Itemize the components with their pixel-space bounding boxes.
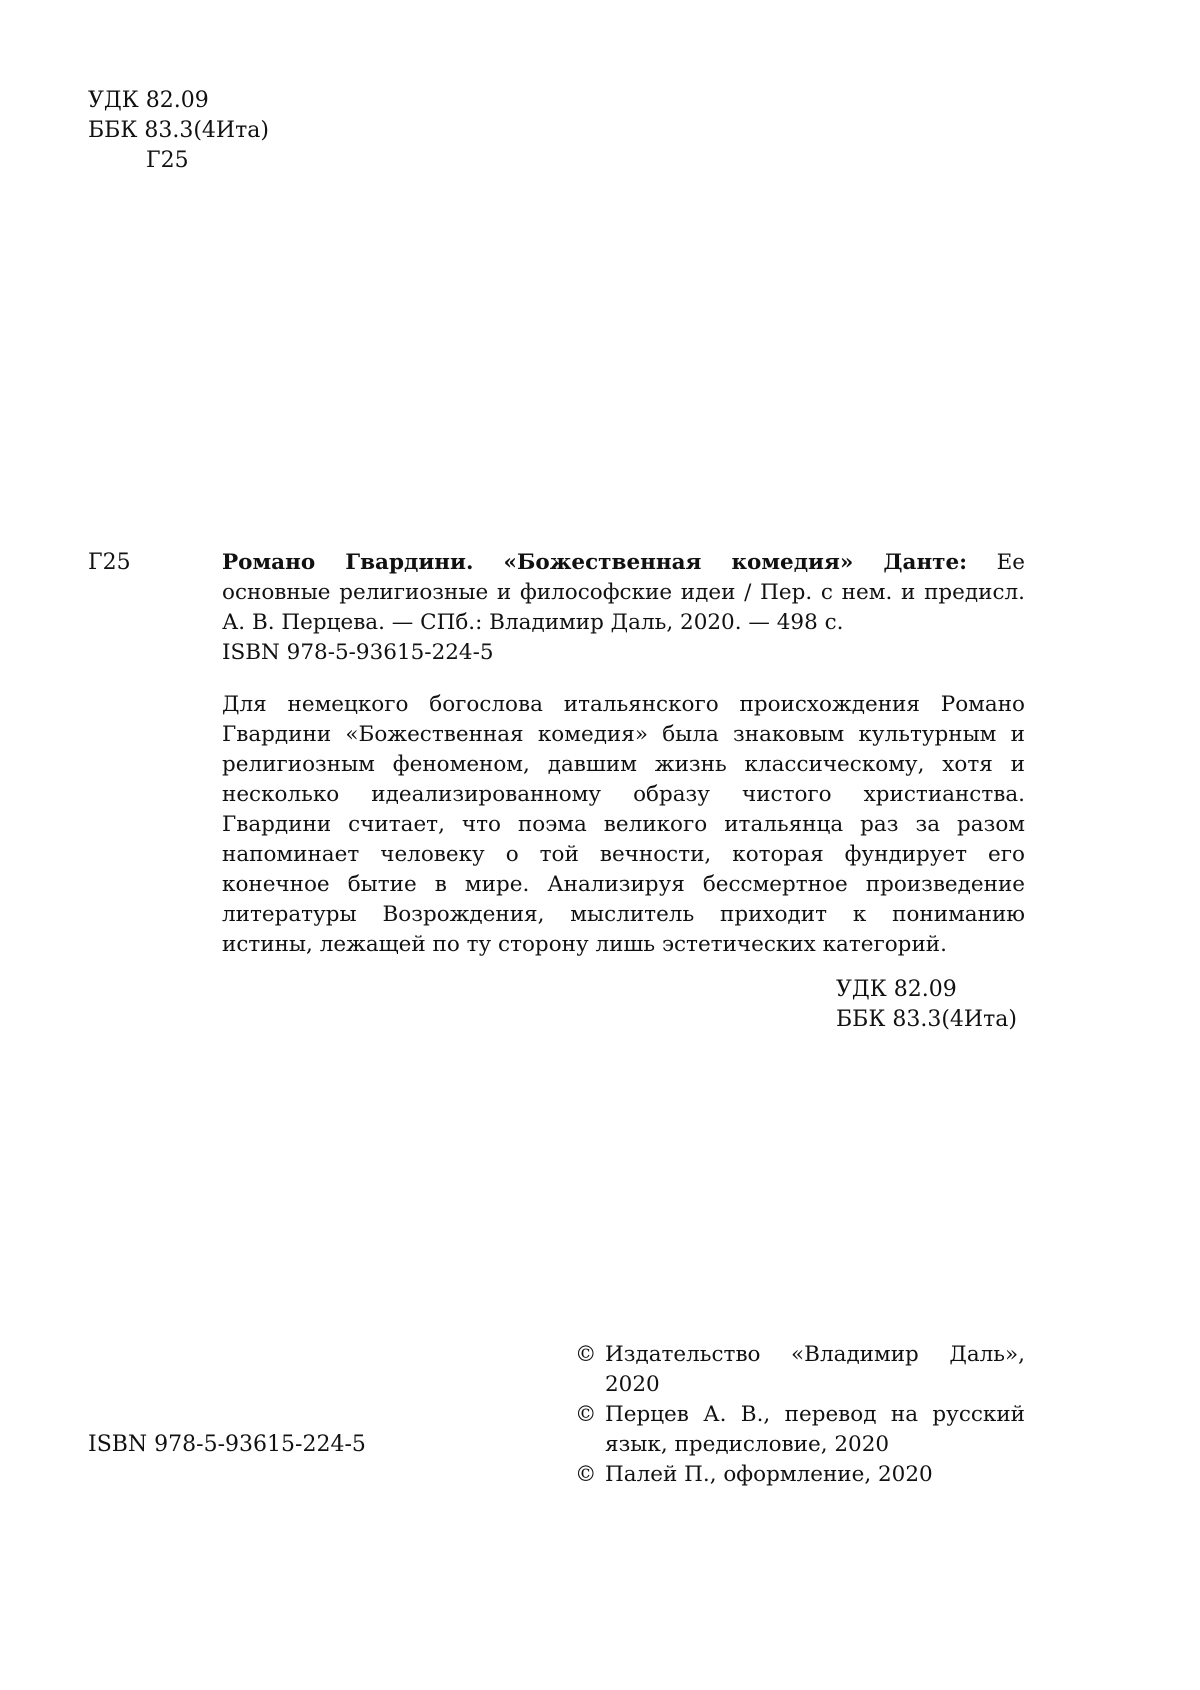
bbk-code: ББК 83.3(4Ита) (88, 118, 269, 143)
copyright-sign: © (575, 1342, 597, 1367)
copyright-text: Палей П., оформление, 2020 (605, 1462, 933, 1487)
classification-codes-bottom (836, 975, 1017, 1035)
bibliographic-description (222, 548, 1025, 638)
copyright-publisher (575, 1340, 1025, 1400)
annotation-paragraph: Для немецкого богослова итальянского происхождения Романо Гвардини «Божественная комедия» была знаковым культурным и религиозным феноменом, давшим жизнь классическому, хотя и несколько идеализированному образу чистого христианства. Гвардини считает, что поэма великого итальянца раз за разом напоминает человеку о той вечности, которая фундирует его конечное бытие в мире. Анализируя бессмертное произведение литературы Возрождения, мыслитель приходит к пониманию истины, лежащей по ту сторону лишь эстетических категорий. (222, 692, 1025, 957)
udk-code: УДК 82.09 (836, 977, 957, 1002)
isbn-footer: ISBN 978-5-93615-224-5 (88, 1432, 366, 1457)
entry-title: Романо Гвардини. «Божественная комедия» Данте: (222, 550, 968, 575)
entry-description: Ее основные религиозные и философские идеи / Пер. с нем. и предисл. А. В. Перцева. — СПб.: Владимир Даль, 2020. — 498 с. (222, 550, 1025, 635)
copyright-text: Издательство «Владимир Даль», 2020 (605, 1342, 1025, 1397)
copyright-sign: © (575, 1402, 597, 1427)
bbk-code: ББК 83.3(4Ита) (836, 1007, 1017, 1032)
copyright-translator (575, 1400, 1025, 1460)
author-mark: Г25 (146, 148, 189, 173)
entry-isbn: ISBN 978-5-93615-224-5 (222, 640, 494, 665)
udk-code: УДК 82.09 (88, 88, 209, 113)
copyright-design (575, 1460, 1025, 1490)
entry-author-mark: Г25 (88, 550, 131, 575)
copyright-text: Перцев А. В., перевод на русский язык, предисловие, 2020 (605, 1402, 1025, 1457)
copyright-sign: © (575, 1462, 597, 1487)
classification-codes-top (88, 86, 269, 176)
bibliographic-entry (222, 548, 1025, 668)
copyright-notices (575, 1340, 1025, 1490)
